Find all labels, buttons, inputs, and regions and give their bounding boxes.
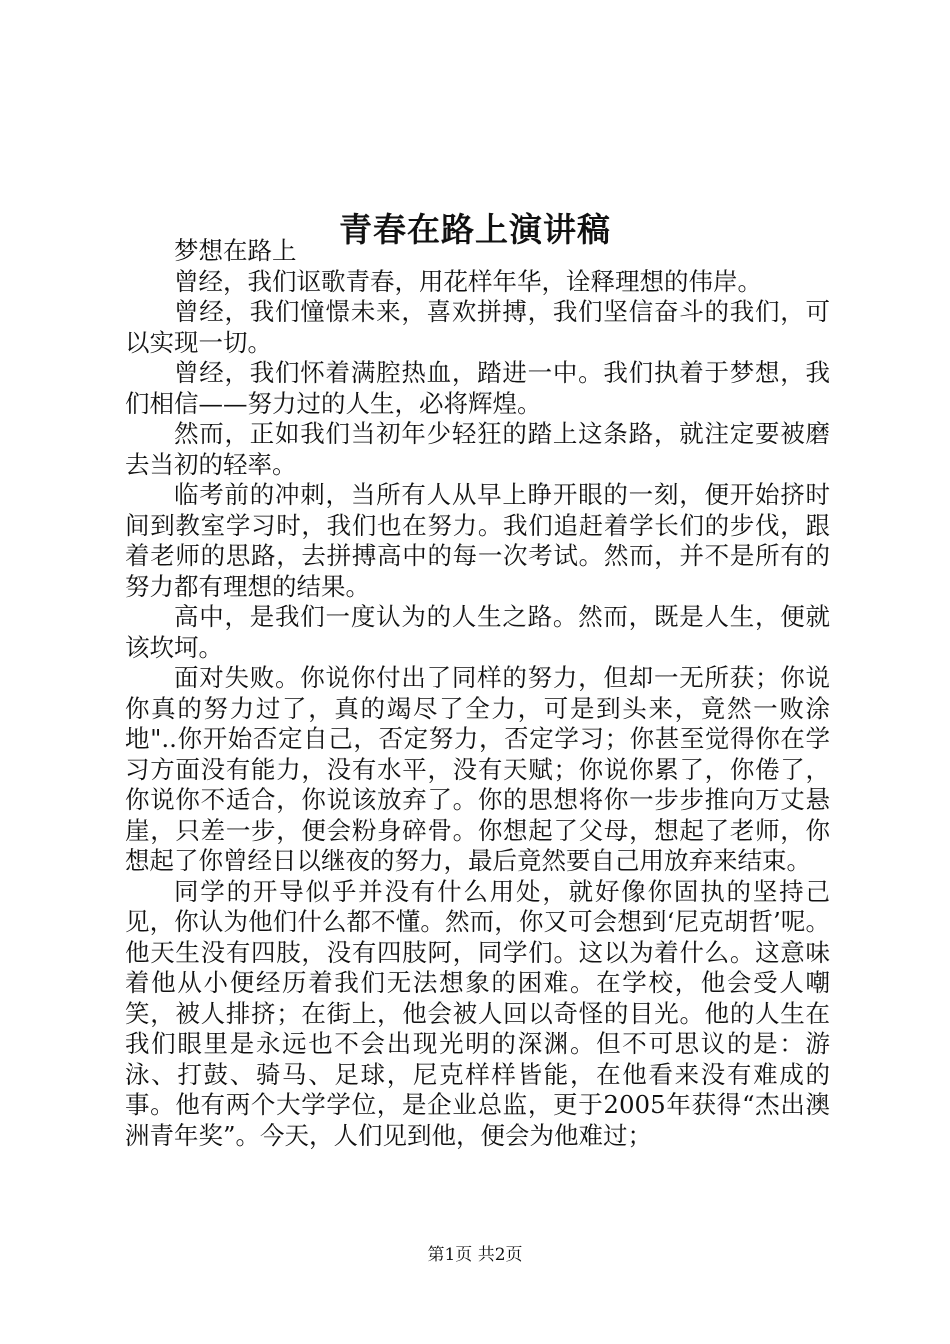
paragraph: 曾经，我们讴歌青春，用花样年华，诠释理想的伟岸。 — [174, 266, 762, 296]
document-body — [125, 236, 830, 1151]
document-title: 青春在路上演讲稿 — [339, 210, 611, 250]
page-footer: 第1页 共2页 — [427, 1245, 523, 1265]
paragraph: 同学的开导似乎并没有什么用处，就好像你固执的坚持己见，你认为他们什么都不懂。然而，你又可会想到‘尼克胡哲’呢。他天生没有四肢，没有四肢阿，同学们。这以为着什么。这意味着他从小便经历着我们无法想象的困难。在学校，他会受人嘲笑，被人排挤；在街上，他会被人回以奇怪的目光。他的人生在我们眼里是永远也不会出现光明的深渊。但不可思议的是：游泳、打鼓、骑马、足球，尼克样样皆能，在他看来没有难成的事。他有两个大学学位，是企业总监，更于2005年获得“杰出澳洲青年奖”。今天，人们见到他，便会为他难过； — [125, 876, 830, 1150]
paragraph: 梦想在路上 — [174, 236, 297, 265]
paragraph: 高中，是我们一度认为的人生之路。然而，既是人生，便就该坎坷。 — [125, 602, 830, 662]
paragraph: 然而，正如我们当初年少轻狂的踏上这条路，就注定要被磨去当初的轻率。 — [125, 419, 830, 479]
paragraph: 临考前的冲刺，当所有人从早上睁开眼的一刻，便开始挤时间到教室学习时，我们也在努力。我们追赶着学长们的步伐，跟着老师的思路，去拼搏高中的每一次考试。然而，并不是所有的努力都有理想的结果。 — [125, 480, 830, 601]
paragraph: 曾经，我们怀着满腔热血，踏进一中。我们执着于梦想，我们相信——努力过的人生，必将辉煌。 — [125, 358, 830, 418]
paragraph: 面对失败。你说你付出了同样的努力，但却一无所获；你说你真的努力过了，真的竭尽了全力，可是到头来，竟然一败涂地"..你开始否定自己，否定努力，否定学习；你甚至觉得你在学习方面没有能力，没有水平，没有天赋；你说你累了，你倦了，你说你不适合，你说该放弃了。你的思想将你一步步推向万丈悬崖，只差一步，便会粉身碎骨。你想起了父母，想起了老师，你想起了你曾经日以继夜的努力，最后竟然要自己用放弃来结束。 — [125, 663, 830, 875]
paragraph: 曾经，我们憧憬未来，喜欢拼搏，我们坚信奋斗的我们，可以实现一切。 — [125, 297, 830, 357]
